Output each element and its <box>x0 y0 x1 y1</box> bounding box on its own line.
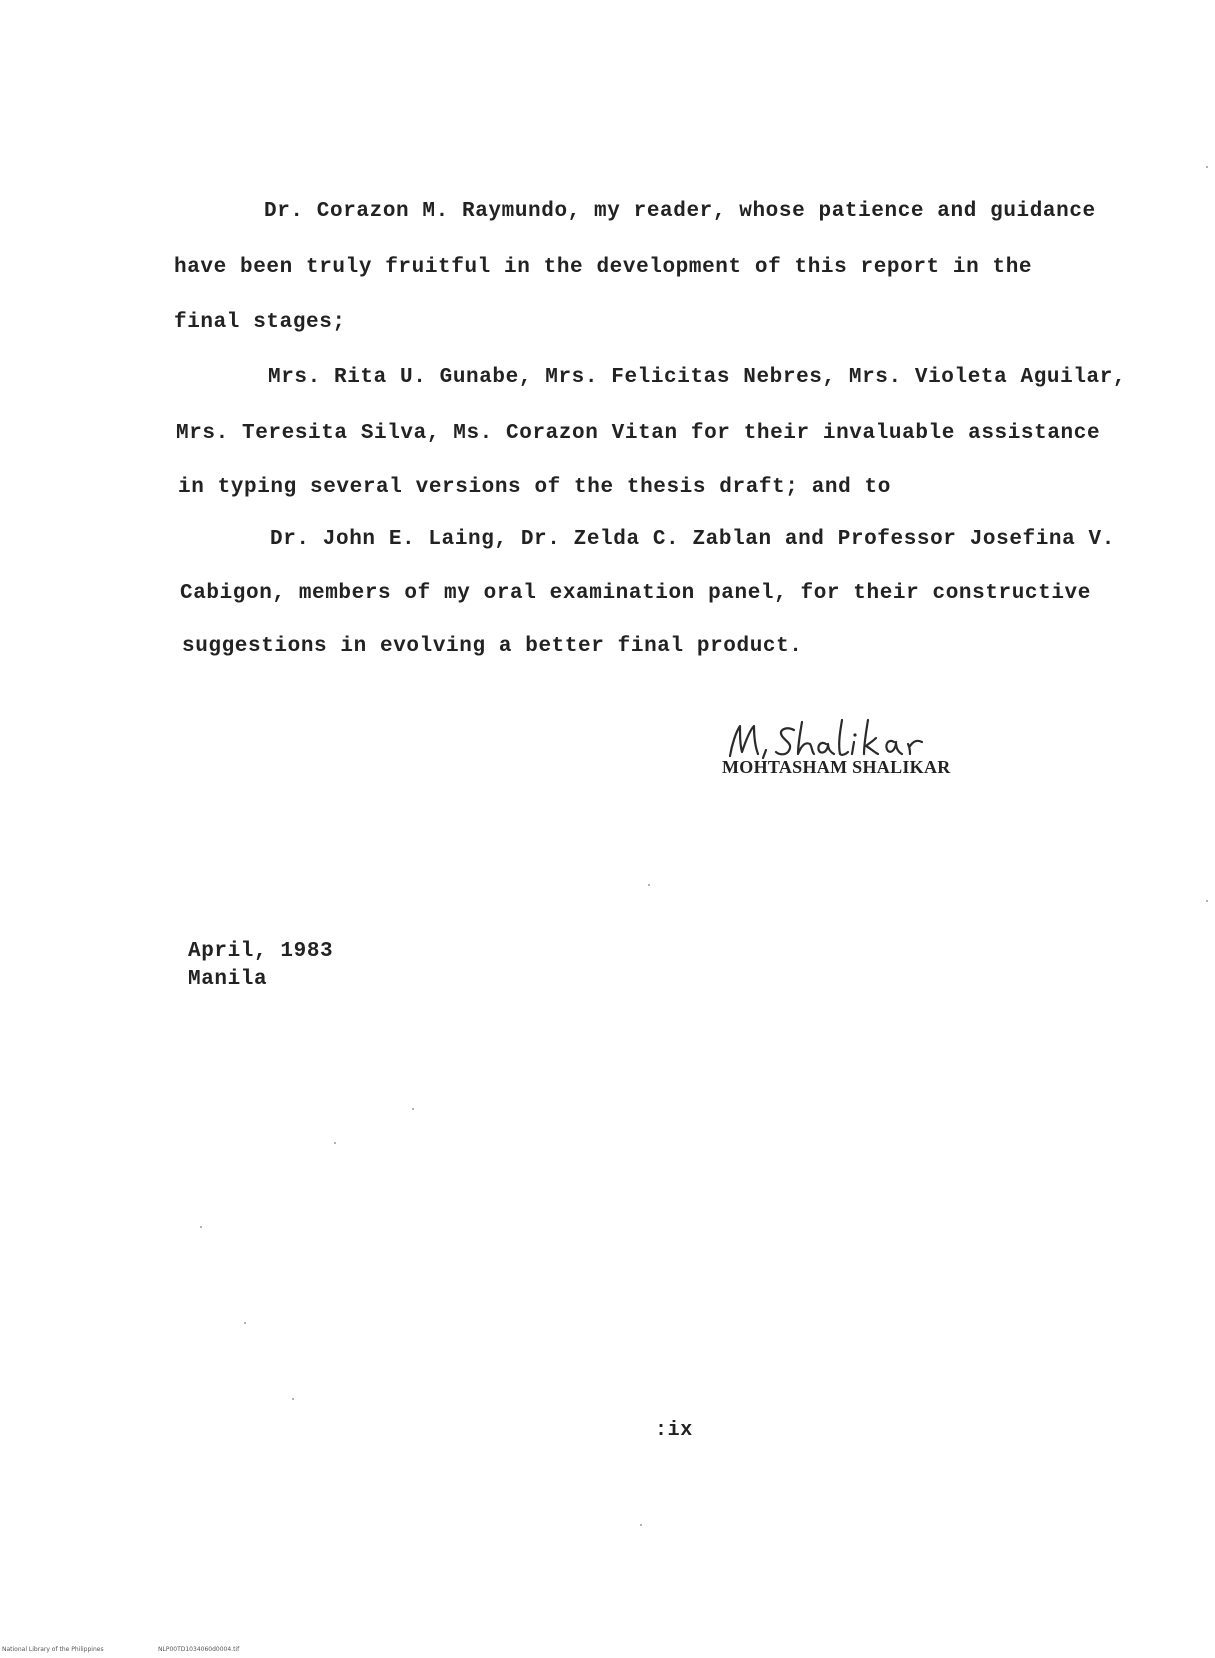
scan-speck <box>1206 900 1208 902</box>
footer-file-id: NLP00TD1034060d0004.tif <box>158 1646 240 1653</box>
paragraph-2-line-1: Mrs. Rita U. Gunabe, Mrs. Felicitas Nebres, Mrs. Violeta Aguilar, <box>268 366 1127 389</box>
scan-speck <box>334 1142 336 1144</box>
scan-speck <box>648 884 650 886</box>
printed-signatory-name: MOHTASHAM SHALIKAR <box>722 757 951 777</box>
paragraph-3-line-3: suggestions in evolving a better final product. <box>182 635 803 658</box>
scan-speck <box>200 1226 202 1228</box>
paragraph-3-line-2: Cabigon, members of my oral examination panel, for their constructive <box>180 582 1091 605</box>
date: April, 1983 <box>188 940 334 963</box>
place: Manila <box>188 968 268 991</box>
scan-speck <box>640 1524 642 1526</box>
scan-speck <box>412 1108 414 1110</box>
paragraph-3-line-1: Dr. John E. Laing, Dr. Zelda C. Zablan and Professor Josefina V. <box>270 528 1115 551</box>
page-number: :ix <box>655 1419 693 1442</box>
paragraph-1-line-1: Dr. Corazon M. Raymundo, my reader, whose patience and guidance <box>264 200 1096 223</box>
paragraph-2-line-2: Mrs. Teresita Silva, Ms. Corazon Vitan for their invaluable assistance <box>176 422 1101 445</box>
paragraph-1-line-2: have been truly fruitful in the development of this report in the <box>174 256 1033 279</box>
paragraph-2-line-3: in typing several versions of the thesis draft; and to <box>178 476 891 499</box>
paragraph-1-line-3: final stages; <box>174 311 346 334</box>
scan-speck <box>292 1398 294 1400</box>
footer-library: National Library of the Philippines <box>2 1646 104 1653</box>
scan-speck <box>1206 166 1208 168</box>
scan-speck <box>244 1322 246 1324</box>
